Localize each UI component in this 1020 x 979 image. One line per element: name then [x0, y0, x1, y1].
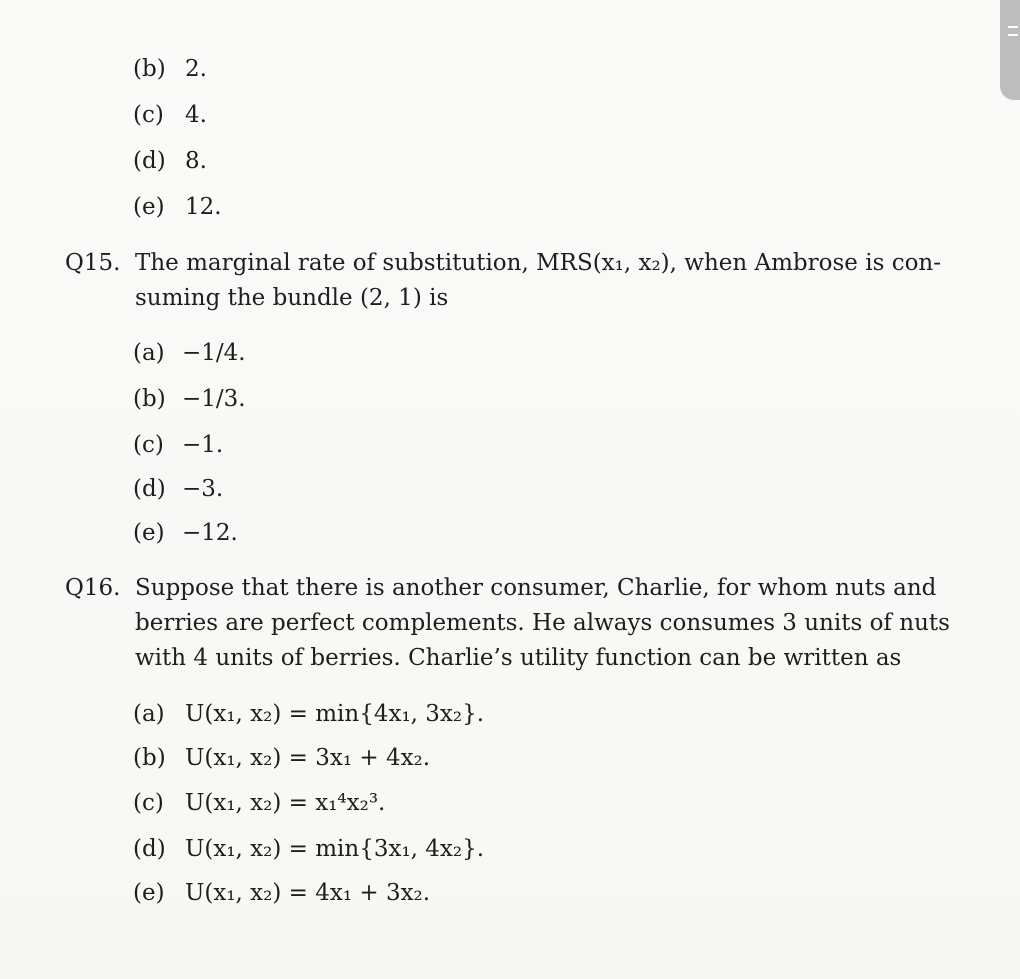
- option-label: (d): [133, 148, 166, 174]
- option-text: −12.: [182, 520, 238, 546]
- option-text: U(x₁, x₂) = min{3x₁, 4x₂}.: [185, 836, 485, 862]
- option-label: (c): [133, 102, 164, 128]
- option-text: 2.: [185, 56, 207, 82]
- question-text-line: with 4 units of berries. Charlie’s utility function can be written as: [135, 645, 902, 671]
- option-label: (e): [133, 194, 165, 220]
- question-text-line: berries are perfect complements. He always consumes 3 units of nuts: [135, 610, 950, 636]
- option-text: U(x₁, x₂) = 3x₁ + 4x₂.: [185, 745, 431, 771]
- option-label: (d): [133, 476, 166, 502]
- option-text: U(x₁, x₂) = 4x₁ + 3x₂.: [185, 880, 431, 906]
- question-number: Q16.: [65, 575, 121, 601]
- option-label: (d): [133, 836, 166, 862]
- option-label: (b): [133, 745, 166, 771]
- option-text: 8.: [185, 148, 207, 174]
- option-text: −3.: [182, 476, 224, 502]
- option-text: U(x₁, x₂) = x₁⁴x₂³.: [185, 790, 386, 816]
- option-text: 4.: [185, 102, 207, 128]
- option-label: (a): [133, 340, 165, 366]
- option-label: (b): [133, 386, 166, 412]
- option-label: (e): [133, 520, 165, 546]
- option-text: U(x₁, x₂) = min{4x₁, 3x₂}.: [185, 701, 485, 727]
- scrollbar-handle[interactable]: [1000, 0, 1020, 100]
- option-text: −1.: [182, 432, 224, 458]
- option-label: (c): [133, 790, 164, 816]
- option-label: (b): [133, 56, 166, 82]
- grip-line: [1008, 34, 1018, 36]
- question-text-line: Suppose that there is another consumer, Charlie, for whom nuts and: [135, 575, 937, 601]
- grip-line: [1008, 26, 1018, 28]
- option-label: (c): [133, 432, 164, 458]
- option-text: −1/4.: [182, 340, 246, 366]
- question-text-line: The marginal rate of substitution, MRS(x₁, x₂), when Ambrose is con-: [135, 250, 942, 276]
- option-text: 12.: [185, 194, 222, 220]
- option-label: (a): [133, 701, 165, 727]
- question-number: Q15.: [65, 250, 121, 276]
- option-label: (e): [133, 880, 165, 906]
- question-text-line: suming the bundle (2, 1) is: [135, 285, 449, 311]
- option-text: −1/3.: [182, 386, 246, 412]
